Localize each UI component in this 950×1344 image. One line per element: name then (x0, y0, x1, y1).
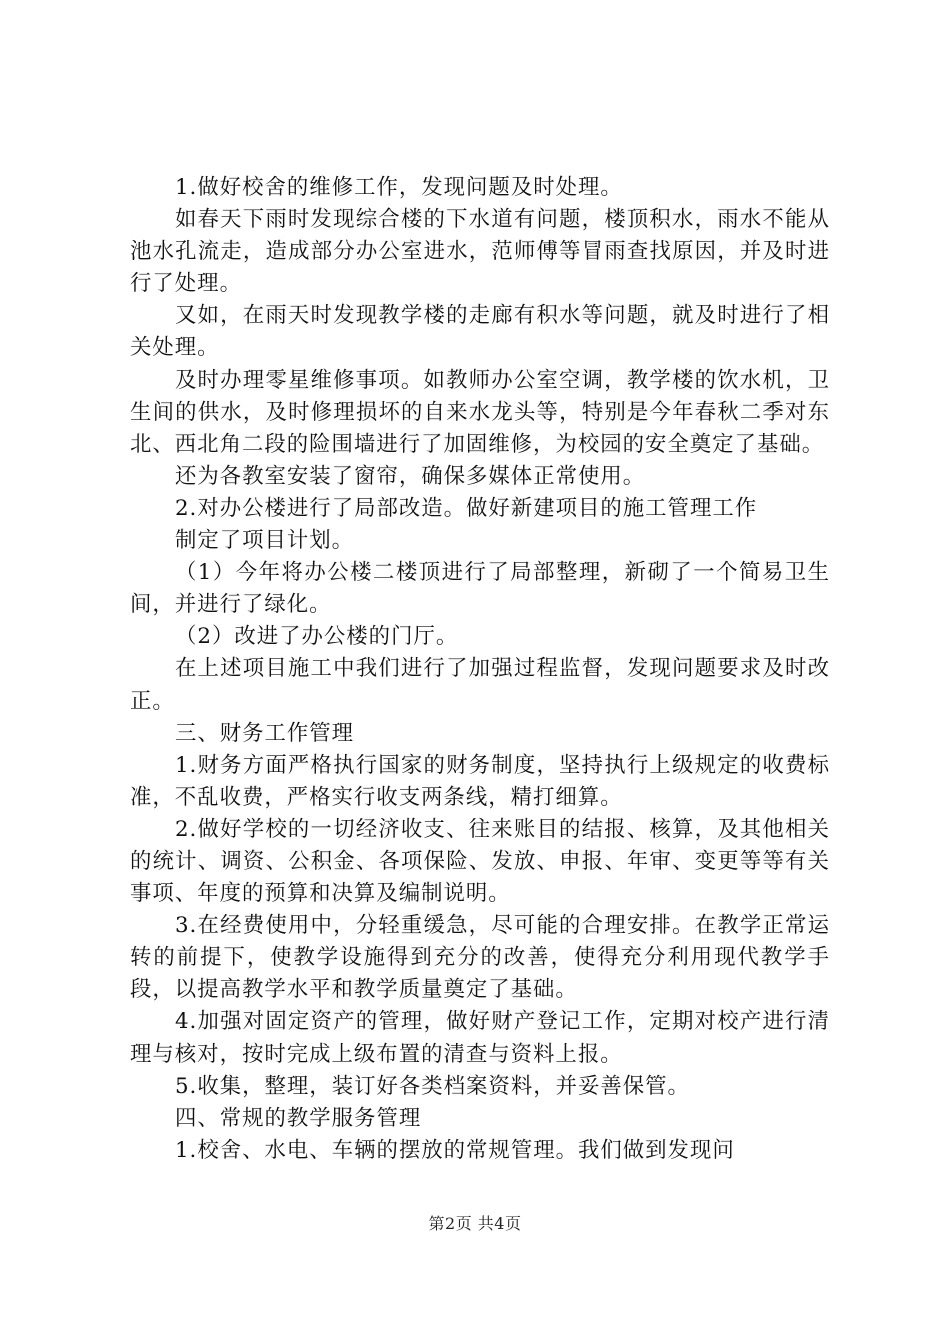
paragraph: 1.财务方面严格执行国家的财务制度，坚持执行上级规定的收费标准，不乱收费，严格实行收支两条线，精打细算。 (130, 752, 830, 810)
paragraph: 2.做好学校的一切经济收支、往来账目的结报、核算，及其他相关的统计、调资、公积金、各项保险、发放、申报、年审、变更等等有关事项、年度的预算和决算及编制说明。 (130, 816, 830, 907)
paragraph: 5.收集，整理，装订好各类档案资料，并妥善保管。 (174, 1073, 690, 1099)
paragraph: 又如，在雨天时发现教学楼的走廊有积水等问题，就及时进行了相关处理。 (130, 303, 830, 361)
paragraph: 如春天下雨时发现综合楼的下水道有问题，楼顶积水，雨水不能从池水孔流走，造成部分办公室进水，范师傅等冒雨查找原因，并及时进行了处理。 (130, 207, 830, 297)
paragraph: 在上述项目施工中我们进行了加强过程监督，发现问题要求及时改正。 (130, 656, 830, 714)
page-number-label: 第2页 共4页 (428, 1214, 522, 1233)
section-heading: 四、常规的教学服务管理 (174, 1105, 422, 1131)
document-body (130, 172, 830, 1167)
paragraph: （2）改进了办公楼的门厅。 (174, 624, 459, 650)
paragraph: 4.加强对固定资产的管理，做好财产登记工作，定期对校产进行清理与核对，按时完成上级布置的清查与资料上报。 (130, 1009, 830, 1067)
paragraph: 1.做好校舍的维修工作，发现问题及时处理。 (174, 175, 623, 200)
paragraph: 2.对办公楼进行了局部改造。做好新建项目的施工管理工作 (174, 495, 758, 521)
paragraph: 1.校舍、水电、车辆的摆放的常规管理。我们做到发现问 (174, 1137, 735, 1163)
section-heading: 三、财务工作管理 (174, 720, 355, 746)
paragraph: （1）今年将办公楼二楼顶进行了局部整理，新砌了一个简易卫生间，并进行了绿化。 (130, 560, 830, 618)
paragraph: 3.在经费使用中，分轻重缓急，尽可能的合理安排。在教学正常运转的前提下，使教学设施得到充分的改善，使得充分利用现代教学手段，以提高教学水平和教学质量奠定了基础。 (130, 913, 830, 1003)
paragraph: 及时办理零星维修事项。如教师办公室空调，教学楼的饮水机，卫生间的供水，及时修理损坏的自来水龙头等，特别是今年春秋二季对东北、西北角二段的险围墙进行了加固维修，为校园的安全奠定了基础。 (130, 367, 830, 457)
paragraph: 制定了项目计划。 (174, 528, 355, 554)
page-footer (0, 1213, 950, 1235)
paragraph: 还为各教室安装了窗帘，确保多媒体正常使用。 (174, 463, 646, 489)
